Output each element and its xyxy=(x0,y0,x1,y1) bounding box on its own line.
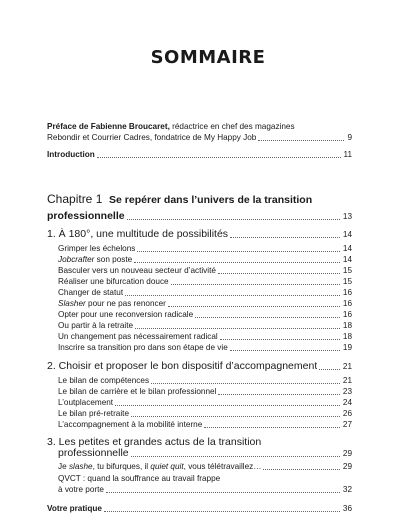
leader-dots xyxy=(220,339,340,340)
page-number: 23 xyxy=(342,387,352,396)
leader-dots xyxy=(230,350,340,351)
leader-dots xyxy=(319,369,340,370)
item-label: L’outplacement xyxy=(58,398,114,407)
item-text: , tu bifurques, il xyxy=(92,462,151,471)
preface-line-2: Rebondir et Courrier Cadres, fondatrice de My Happy Job xyxy=(47,133,257,142)
leader-dots xyxy=(263,469,339,470)
toc-entry-chapter-1[interactable] xyxy=(47,210,352,222)
leader-dots xyxy=(115,405,340,406)
leader-dots xyxy=(195,317,340,318)
toc-entry-item[interactable] xyxy=(58,332,352,342)
leader-dots xyxy=(171,284,340,285)
item-label: Un changement pas nécessairement radical xyxy=(58,332,218,341)
leader-dots xyxy=(134,262,340,263)
item-label: Réaliser une bifurcation douce xyxy=(58,277,169,286)
toc-entry-item[interactable] xyxy=(58,387,352,397)
page-number: 14 xyxy=(342,244,352,253)
page-number: 14 xyxy=(342,230,352,239)
votre-pratique-label: Votre pratique xyxy=(47,504,102,513)
item-label: Le bilan pré-retraite xyxy=(58,409,129,418)
chapter-1-heading xyxy=(47,193,312,207)
item-label-italic: Jobcrafter xyxy=(58,255,95,264)
leader-dots xyxy=(204,427,340,428)
page-number: 15 xyxy=(342,266,352,275)
toc-entry-item[interactable] xyxy=(58,299,352,309)
section-title: 1. À 180°, une multitude de possibilités xyxy=(47,228,229,240)
leader-dots xyxy=(127,219,340,220)
item-text-italic: slashe xyxy=(68,462,93,471)
toc-entry-item[interactable] xyxy=(58,398,352,408)
page-number: 16 xyxy=(342,288,352,297)
chapter-title-line-1: Se repérer dans l’univers de la transition xyxy=(109,194,313,206)
page-number: 27 xyxy=(342,420,352,429)
item-label: Basculer vers un nouveau secteur d’activité xyxy=(58,266,216,275)
toc-entry-section-3[interactable] xyxy=(58,447,352,459)
section-3-title-line-1: 3. Les petites et grandes actus de la transition xyxy=(47,436,262,448)
page-number: 29 xyxy=(342,449,352,458)
leader-dots xyxy=(97,157,341,158)
page-number: 32 xyxy=(342,485,352,494)
leader-dots xyxy=(230,237,340,238)
page-number: 29 xyxy=(342,462,352,471)
leader-dots xyxy=(125,295,340,296)
item-label: Le bilan de compétences xyxy=(58,376,150,385)
toc-entry-preface[interactable] xyxy=(47,133,352,143)
toc-entry-item[interactable] xyxy=(58,343,352,353)
preface-rest: rédactrice en chef des magazines xyxy=(169,122,295,131)
page-number: 21 xyxy=(342,362,352,371)
toc-entry-introduction[interactable] xyxy=(47,150,352,160)
page-number: 36 xyxy=(342,504,352,513)
item-label-line-2: à votre porte xyxy=(58,485,104,494)
leader-dots xyxy=(131,456,340,457)
item-label-rest: son poste xyxy=(94,255,133,264)
leader-dots xyxy=(218,394,340,395)
leader-dots xyxy=(218,273,340,274)
page-number: 11 xyxy=(343,150,352,159)
leader-dots xyxy=(258,140,344,141)
leader-dots xyxy=(168,306,340,307)
toc-entry-item[interactable] xyxy=(58,244,352,254)
page-number: 14 xyxy=(342,255,352,264)
section-title: 2. Choisir et proposer le bon dispositif d’accompagnement xyxy=(47,360,318,372)
leader-dots xyxy=(104,511,340,512)
page-number: 18 xyxy=(342,332,352,341)
page-number: 26 xyxy=(342,409,352,418)
toc-entry-item[interactable] xyxy=(58,376,352,386)
introduction-label: Introduction xyxy=(47,150,95,159)
toc-entry-item[interactable] xyxy=(58,409,352,419)
toc-entry-item[interactable] xyxy=(58,277,352,287)
toc-entry-section-1[interactable] xyxy=(47,228,352,240)
item-label-rest: pour ne pas renoncer xyxy=(85,299,166,308)
item-text-italic: quiet quit xyxy=(150,462,184,471)
page-number: 15 xyxy=(342,277,352,286)
page-number: 18 xyxy=(342,321,352,330)
item-text: , vous télétravaillez… xyxy=(183,462,262,471)
page-number: 24 xyxy=(342,398,352,407)
item-text: Je xyxy=(58,462,69,471)
item-label: Opter pour une reconversion radicale xyxy=(58,310,194,319)
toc-entry-item[interactable] xyxy=(58,462,352,472)
preface-line-1 xyxy=(47,122,295,132)
item-label-italic: Slasher xyxy=(58,299,86,308)
chapter-title-line-2: professionnelle xyxy=(47,210,125,222)
leader-dots xyxy=(137,251,340,252)
item-label xyxy=(58,299,166,309)
toc-entry-item[interactable] xyxy=(58,266,352,276)
page-title: SOMMAIRE xyxy=(150,47,266,68)
preface-author: Préface de Fabienne Broucaret, xyxy=(47,122,170,131)
page-number: 16 xyxy=(342,310,352,319)
item-label xyxy=(58,255,132,265)
page-number: 16 xyxy=(342,299,352,308)
leader-dots xyxy=(151,383,340,384)
chapter-prefix: Chapitre 1 xyxy=(47,192,103,206)
page-number: 13 xyxy=(342,212,352,221)
toc-entry-votre-pratique[interactable] xyxy=(47,504,352,514)
page-number: 21 xyxy=(342,376,352,385)
page-number: 19 xyxy=(342,343,352,352)
toc-entry-item[interactable] xyxy=(58,321,352,331)
item-label: L’accompagnement à la mobilité interne xyxy=(58,420,203,429)
toc-entry-item[interactable] xyxy=(58,288,352,298)
toc-entry-section-2[interactable] xyxy=(47,360,352,372)
page-number: 9 xyxy=(347,133,352,142)
toc-entry-item[interactable] xyxy=(58,485,352,495)
section-title-line-2: professionnelle xyxy=(58,447,129,459)
toc-entry-item[interactable] xyxy=(58,310,352,320)
item-label: Grimper les échelons xyxy=(58,244,136,253)
item-label xyxy=(58,462,261,472)
leader-dots xyxy=(135,328,340,329)
item-label: Ou partir à la retraite xyxy=(58,321,134,330)
item-label: Le bilan de carrière et le bilan professionnel xyxy=(58,387,217,396)
leader-dots xyxy=(131,416,340,417)
item-label: Inscrire sa transition pro dans son étape de vie xyxy=(58,343,228,352)
item-label: Changer de statut xyxy=(58,288,124,297)
toc-entry-item[interactable] xyxy=(58,420,352,430)
toc-entry-item[interactable] xyxy=(58,255,352,265)
leader-dots xyxy=(106,492,340,493)
item-label-line-1: QVCT : quand la souffrance au travail frappe xyxy=(58,474,221,483)
